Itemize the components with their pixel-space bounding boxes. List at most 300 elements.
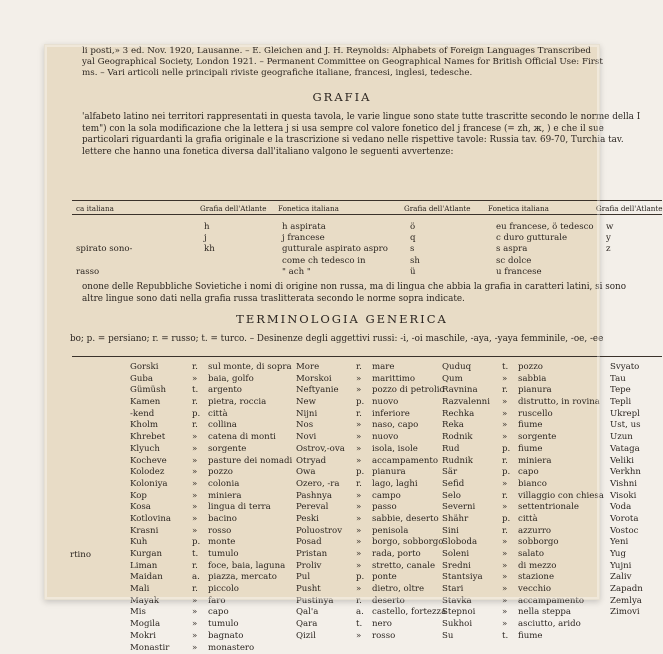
- glossary-entry: [130, 549, 292, 561]
- glossary-entry: [610, 607, 643, 619]
- glossary-meaning: colonia: [208, 479, 239, 489]
- table-cell: s: [410, 244, 414, 254]
- glossary-lang: r.: [356, 362, 372, 374]
- glossary-meaning: piazza, mercato: [208, 572, 277, 582]
- glossary-meaning: sul monte, di sopra: [208, 362, 292, 372]
- table-cell: j: [204, 233, 207, 243]
- table-header-rule: [72, 214, 662, 215]
- glossary-term: Nos: [296, 420, 356, 432]
- glossary-lang: »: [192, 479, 208, 491]
- glossary-lang: »: [192, 502, 208, 514]
- printed-page: [32, 34, 652, 634]
- glossary-lang: p.: [192, 409, 208, 421]
- glossary-meaning: città: [518, 514, 538, 524]
- glossary-lang: t.: [502, 362, 518, 374]
- glossary-meaning: città: [208, 409, 228, 419]
- glossary-lang: t.: [192, 385, 208, 397]
- glossary-term: Kocheve: [130, 456, 192, 468]
- glossary-meaning: sabbia: [518, 374, 546, 384]
- table-cell: c duro gutturale: [496, 233, 567, 243]
- glossary-term: Vataga: [610, 444, 640, 454]
- glossary-meaning: tumulo: [208, 619, 239, 629]
- soviet-paragraph: [82, 282, 626, 305]
- glossary-term: Kosa: [130, 502, 192, 514]
- glossary-lang: »: [502, 420, 518, 432]
- glossary-term: Zaliv: [610, 572, 631, 582]
- glossary-meaning: sorgente: [518, 432, 556, 442]
- glossary-entry: [130, 467, 292, 479]
- glossary-meaning: fiume: [518, 444, 543, 454]
- glossary-term: Kuh: [130, 537, 192, 549]
- glossary-entry: [296, 572, 446, 584]
- glossary-entry: [296, 526, 446, 538]
- glossary-entry: [130, 374, 292, 386]
- glossary-meaning: villaggio con chiesa: [518, 491, 604, 501]
- table-cell: u francese: [496, 267, 542, 277]
- glossary-term: Sini: [442, 526, 502, 538]
- glossary-term: Qara: [296, 619, 356, 631]
- glossary-term: Guba: [130, 374, 192, 386]
- glossary-lang: p.: [356, 397, 372, 409]
- glossary-lang: »: [192, 491, 208, 503]
- glossary-lang: r.: [192, 362, 208, 374]
- glossary-term: Ust, us: [610, 420, 641, 430]
- glossary-meaning: lago, laghi: [372, 479, 418, 489]
- glossary-term: Kamen: [130, 397, 192, 409]
- glossary-meaning: rosso: [208, 526, 231, 536]
- glossary-entry: [130, 397, 292, 409]
- glossary-entry: [442, 584, 604, 596]
- glossary-meaning: pasture dei nomadi: [208, 456, 292, 466]
- glossary-term: Qizil: [296, 631, 356, 643]
- glossary-meaning: capo: [208, 607, 229, 617]
- glossary-lang: r.: [356, 479, 372, 491]
- glossary-meaning: collina: [208, 420, 237, 430]
- glossary-lang: »: [502, 572, 518, 584]
- glossary-meaning: nero: [372, 619, 392, 629]
- glossary-term: Sloboda: [442, 537, 502, 549]
- glossary-meaning: pianura: [518, 385, 552, 395]
- glossary-lang: »: [356, 631, 372, 643]
- glossary-meaning: ponte: [372, 572, 397, 582]
- glossary-entry: [442, 561, 604, 573]
- glossary-meaning: capo: [518, 467, 539, 477]
- glossary-term: Su: [442, 631, 502, 643]
- glossary-entry: [296, 619, 446, 631]
- coaster-tile: [44, 44, 600, 600]
- glossary-entry: [442, 596, 604, 608]
- glossary-entry: [610, 561, 643, 573]
- glossary-lang: r.: [192, 561, 208, 573]
- glossary-meaning: azzurro: [518, 526, 551, 536]
- glossary-entry: [442, 432, 604, 444]
- glossary-term: Voda: [610, 502, 631, 512]
- glossary-entry: [610, 584, 643, 596]
- glossary-lang: p.: [502, 444, 518, 456]
- glossary-term: Mokri: [130, 631, 192, 643]
- glossary-entry: [442, 374, 604, 386]
- glossary-term: Yug: [610, 549, 626, 559]
- table-cell: gutturale aspirato aspro: [282, 244, 388, 254]
- glossary-entry: [442, 491, 604, 503]
- glossary-term: Proliv: [296, 561, 356, 573]
- glossary-meaning: nuovo: [372, 397, 398, 407]
- glossary-meaning: nella steppa: [518, 607, 571, 617]
- glossary-meaning: stretto, canale: [372, 561, 435, 571]
- glossary-lang: »: [192, 619, 208, 631]
- glossary-term: Tau: [610, 374, 626, 384]
- glossary-lang: »: [356, 456, 372, 468]
- glossary-meaning: monastero: [208, 643, 254, 653]
- glossary-meaning: inferiore: [372, 409, 410, 419]
- glossary-entry: [296, 514, 446, 526]
- glossary-entry: [296, 374, 446, 386]
- glossary-term: More: [296, 362, 356, 374]
- glossary-entry: [296, 479, 446, 491]
- glossary-column-3: [442, 362, 604, 643]
- glossary-term: Peski: [296, 514, 356, 526]
- glossary-term: Tepli: [610, 397, 631, 407]
- glossary-entry: [610, 456, 643, 468]
- glossary-term: Gümüsh: [130, 385, 192, 397]
- glossary-entry: [442, 420, 604, 432]
- glossary-meaning: miniera: [518, 456, 552, 466]
- glossary-lang: t.: [192, 549, 208, 561]
- glossary-fragment: rtino: [70, 550, 91, 560]
- glossary-term: Quduq: [442, 362, 502, 374]
- glossary-entry: [442, 456, 604, 468]
- table-cell: j francese: [282, 233, 325, 243]
- glossary-lang: »: [502, 561, 518, 573]
- glossary-term: Pul: [296, 572, 356, 584]
- glossary-term: Stepnoi: [442, 607, 502, 619]
- glossary-lang: »: [192, 467, 208, 479]
- glossary-term: Mayak: [130, 596, 192, 608]
- table-cell: q: [410, 233, 416, 243]
- glossary-lang: »: [192, 444, 208, 456]
- glossary-entry: [296, 537, 446, 549]
- glossary-term: Zapadn: [610, 584, 643, 594]
- glossary-entry: [442, 502, 604, 514]
- glossary-meaning: salato: [518, 549, 544, 559]
- glossary-term: Sredni: [442, 561, 502, 573]
- table-cell: h aspirata: [282, 222, 326, 232]
- glossary-meaning: pozzo: [208, 467, 233, 477]
- glossary-lang: t.: [502, 631, 518, 643]
- glossary-term: Severni: [442, 502, 502, 514]
- glossary-lang: »: [356, 432, 372, 444]
- glossary-meaning: rada, porto: [372, 549, 421, 559]
- glossary-entry: [296, 444, 446, 456]
- glossary-term: Sukhoi: [442, 619, 502, 631]
- glossary-term: Posad: [296, 537, 356, 549]
- glossary-meaning: dietro, oltre: [372, 584, 424, 594]
- glossary-term: Svyato: [610, 362, 639, 372]
- glossary-term: Qal'a: [296, 607, 356, 619]
- glossary-entry: [442, 607, 604, 619]
- glossary-lang: r.: [502, 491, 518, 503]
- glossary-meaning: accampamento: [372, 456, 438, 466]
- glossary-lang: r.: [192, 420, 208, 432]
- glossary-column-1: [130, 362, 292, 654]
- glossary-entry: [442, 537, 604, 549]
- glossary-term: Ravnina: [442, 385, 502, 397]
- glossary-lang: »: [192, 526, 208, 538]
- glossary-term: Shähr: [442, 514, 502, 526]
- glossary-entry: [442, 572, 604, 584]
- glossary-term: Nijni: [296, 409, 356, 421]
- glossary-meaning: passo: [372, 502, 397, 512]
- glossary-lang: »: [356, 526, 372, 538]
- glossary-entry: [130, 409, 292, 421]
- glossary-lang: »: [356, 444, 372, 456]
- glossary-term: Kop: [130, 491, 192, 503]
- glossary-meaning: bianco: [518, 479, 547, 489]
- glossary-entry: [610, 526, 643, 538]
- glossary-lang: »: [502, 596, 518, 608]
- glossary-term: Sefid: [442, 479, 502, 491]
- glossary-entry: [610, 444, 643, 456]
- glossary-term: Qum: [442, 374, 502, 386]
- glossary-term: Pashnya: [296, 491, 356, 503]
- glossary-term: Kotlovina: [130, 514, 192, 526]
- glossary-term: Vostoc: [610, 526, 638, 536]
- glossary-lang: »: [502, 397, 518, 409]
- glossary-entry: [610, 374, 643, 386]
- glossary-entry: [130, 572, 292, 584]
- glossary-lang: »: [356, 549, 372, 561]
- glossary-term: Rudnik: [442, 456, 502, 468]
- glossary-term: Yeni: [610, 537, 628, 547]
- glossary-term: New: [296, 397, 356, 409]
- glossary-entry: [130, 385, 292, 397]
- glossary-meaning: baia, golfo: [208, 374, 254, 384]
- glossary-lang: »: [502, 619, 518, 631]
- glossary-meaning: bacino: [208, 514, 237, 524]
- glossary-term: Pristan: [296, 549, 356, 561]
- table-cell: sc dolce: [496, 256, 531, 266]
- intro-line: yal Geographical Society, London 1921. – Permanent Committee on Geographical Names for British Official Use: First: [82, 57, 622, 68]
- glossary-meaning: fiume: [518, 420, 543, 430]
- glossary-entry: [442, 444, 604, 456]
- glossary-term: Zimovi: [610, 607, 640, 617]
- paragraph-line: tem") con la sola modificazione che la lettera j si usa sempre col valore fonetico del j francese (= zh, ж, ) e che il sue: [82, 124, 640, 136]
- glossary-meaning: sobborgo: [518, 537, 559, 547]
- glossary-term: Krasni: [130, 526, 192, 538]
- table-cell: s aspra: [496, 244, 527, 254]
- glossary-entry: [296, 385, 446, 397]
- glossary-lang: »: [502, 502, 518, 514]
- glossary-entry: [442, 409, 604, 421]
- glossary-entry: [610, 432, 643, 444]
- glossary-entry: [610, 549, 643, 561]
- glossary-lang: t.: [356, 619, 372, 631]
- terminologia-heading: TERMINOLOGIA GENERICA: [32, 312, 652, 326]
- glossary-entry: [296, 631, 446, 643]
- glossary-meaning: mare: [372, 362, 394, 372]
- glossary-term: Zemlya: [610, 596, 642, 606]
- glossary-meaning: distrutto, in rovina: [518, 397, 600, 407]
- table-cell: kh: [204, 244, 215, 254]
- glossary-term: Rodnik: [442, 432, 502, 444]
- glossary-term: Novi: [296, 432, 356, 444]
- glossary-lang: r.: [502, 385, 518, 397]
- glossary-entry: [610, 467, 643, 479]
- glossary-lang: »: [356, 537, 372, 549]
- glossary-entry: [130, 444, 292, 456]
- glossary-lang: »: [192, 607, 208, 619]
- glossary-meaning: di mezzo: [518, 561, 556, 571]
- glossary-meaning: isola, isole: [372, 444, 418, 454]
- intro-line: li posti,» 3 ed. Nov. 1920, Lausanne. – E. Gleichen and J. H. Reynolds: Alphabets of Foreign Languages Transcribed: [82, 46, 622, 57]
- glossary-meaning: sorgente: [208, 444, 246, 454]
- glossary-lang: »: [502, 607, 518, 619]
- glossary-term: Vishni: [610, 479, 637, 489]
- glossary-lang: »: [192, 456, 208, 468]
- glossary-meaning: naso, capo: [372, 420, 418, 430]
- table-header: Fonetica italiana: [278, 204, 339, 213]
- table-cell: eu francese, ö tedesco: [496, 222, 594, 232]
- glossary-lang: »: [192, 432, 208, 444]
- glossary-lang: »: [192, 514, 208, 526]
- glossary-meaning: pozzo: [518, 362, 543, 372]
- glossary-term: Neftyanie: [296, 385, 356, 397]
- glossary-meaning: monte: [208, 537, 235, 547]
- table-cell: z: [606, 244, 611, 254]
- glossary-lang: »: [356, 420, 372, 432]
- glossary-lang: »: [502, 549, 518, 561]
- glossary-term: Visoki: [610, 491, 636, 501]
- glossary-lang: p.: [356, 467, 372, 479]
- glossary-entry: [296, 409, 446, 421]
- glossary-meaning: settentrionale: [518, 502, 579, 512]
- glossary-term: Owa: [296, 467, 356, 479]
- glossary-term: Selo: [442, 491, 502, 503]
- glossary-meaning: ruscello: [518, 409, 553, 419]
- glossary-lang: a.: [356, 607, 372, 619]
- glossary-term: Soleni: [442, 549, 502, 561]
- table-cell: y: [606, 233, 611, 243]
- glossary-entry: [442, 479, 604, 491]
- glossary-entry: [442, 549, 604, 561]
- glossary-term: Mis: [130, 607, 192, 619]
- glossary-entry: [610, 502, 643, 514]
- table-header: Grafia dell'Atlante: [596, 204, 663, 213]
- table-header: Grafia dell'Atlante: [404, 204, 471, 213]
- glossary-entry: [610, 491, 643, 503]
- glossary-entry: [442, 385, 604, 397]
- glossary-entry: [130, 584, 292, 596]
- glossary-entry: [130, 432, 292, 444]
- glossary-meaning: faro: [208, 596, 226, 606]
- glossary-term: Pustinya: [296, 596, 356, 608]
- glossary-meaning: sabbie, deserto: [372, 514, 439, 524]
- glossary-meaning: fiume: [518, 631, 543, 641]
- glossary-lang: r.: [502, 456, 518, 468]
- glossary-meaning: bagnato: [208, 631, 243, 641]
- glossary-meaning: foce, baia, laguna: [208, 561, 285, 571]
- table-header: ca italiana: [76, 204, 114, 213]
- glossary-lang: »: [502, 374, 518, 386]
- table-cell: come ch tedesco in: [282, 256, 366, 266]
- glossary-meaning: pozzo di petrolio: [372, 385, 445, 395]
- glossary-lang: »: [356, 502, 372, 514]
- glossary-entry: [296, 456, 446, 468]
- glossary-term: Kurgan: [130, 549, 192, 561]
- glossary-lang: »: [502, 409, 518, 421]
- glossary-term: Rud: [442, 444, 502, 456]
- grafia-paragraph: [82, 112, 640, 158]
- glossary-term: Razvalenni: [442, 397, 502, 409]
- glossary-lang: p.: [356, 572, 372, 584]
- glossary-entry: [296, 584, 446, 596]
- glossary-term: Stantsiya: [442, 572, 502, 584]
- glossary-term: Maidan: [130, 572, 192, 584]
- glossary-lang: »: [502, 537, 518, 549]
- glossary-lang: »: [356, 374, 372, 386]
- glossary-entry: [296, 362, 446, 374]
- glossary-meaning: deserto: [372, 596, 405, 606]
- glossary-entry: [610, 420, 643, 432]
- glossary-entry: [296, 561, 446, 573]
- glossary-term: Pereval: [296, 502, 356, 514]
- glossary-meaning: pianura: [372, 467, 406, 477]
- table-header: Fonetica italiana: [488, 204, 549, 213]
- glossary-lang: »: [502, 479, 518, 491]
- glossary-column-2: [296, 362, 446, 643]
- glossary-term: Tepe: [610, 385, 631, 395]
- glossary-lang: »: [192, 643, 208, 654]
- glossary-column-4: [610, 362, 643, 619]
- glossary-term: Pusht: [296, 584, 356, 596]
- table-cell: spirato sono-: [76, 244, 132, 254]
- glossary-entry: [296, 420, 446, 432]
- glossary-term: Klyuch: [130, 444, 192, 456]
- glossary-entry: [130, 491, 292, 503]
- glossary-meaning: nuovo: [372, 432, 398, 442]
- glossary-entry: [130, 537, 292, 549]
- glossary-entry: [442, 619, 604, 631]
- glossary-lang: a.: [192, 572, 208, 584]
- glossary-term: Kolodez: [130, 467, 192, 479]
- glossary-term: Mogila: [130, 619, 192, 631]
- glossary-term: Verkhn: [610, 467, 641, 477]
- glossary-lang: »: [356, 584, 372, 596]
- glossary-meaning: piccolo: [208, 584, 239, 594]
- glossary-entry: [130, 456, 292, 468]
- table-cell: ü: [410, 267, 416, 277]
- glossary-entry: [130, 514, 292, 526]
- glossary-entry: [442, 514, 604, 526]
- glossary-lang: »: [192, 374, 208, 386]
- glossary-meaning: stazione: [518, 572, 554, 582]
- glossary-meaning: catena di monti: [208, 432, 276, 442]
- glossary-term: Koloniya: [130, 479, 192, 491]
- glossary-lang: r.: [356, 596, 372, 608]
- table-cell: sh: [410, 256, 420, 266]
- glossary-term: Yujni: [610, 561, 631, 571]
- glossary-term: Khrebet: [130, 432, 192, 444]
- bibliography-text: [82, 46, 622, 80]
- glossary-term: Vorota: [610, 514, 638, 524]
- glossary-entry: [296, 397, 446, 409]
- paragraph-line: particolari riguardanti la grafia originale e la trascrizione si vedano nelle rispettive tavole: Russia tav. 69-70, Turchia tav.: [82, 135, 640, 147]
- paragraph-line: lettere che hanno una fonetica diversa dall'italiano valgono le seguenti avvertenze:: [82, 147, 640, 159]
- glossary-term: Morskoi: [296, 374, 356, 386]
- glossary-term: Gorski: [130, 362, 192, 374]
- table-cell: rasso: [76, 267, 99, 277]
- glossary-meaning: campo: [372, 491, 401, 501]
